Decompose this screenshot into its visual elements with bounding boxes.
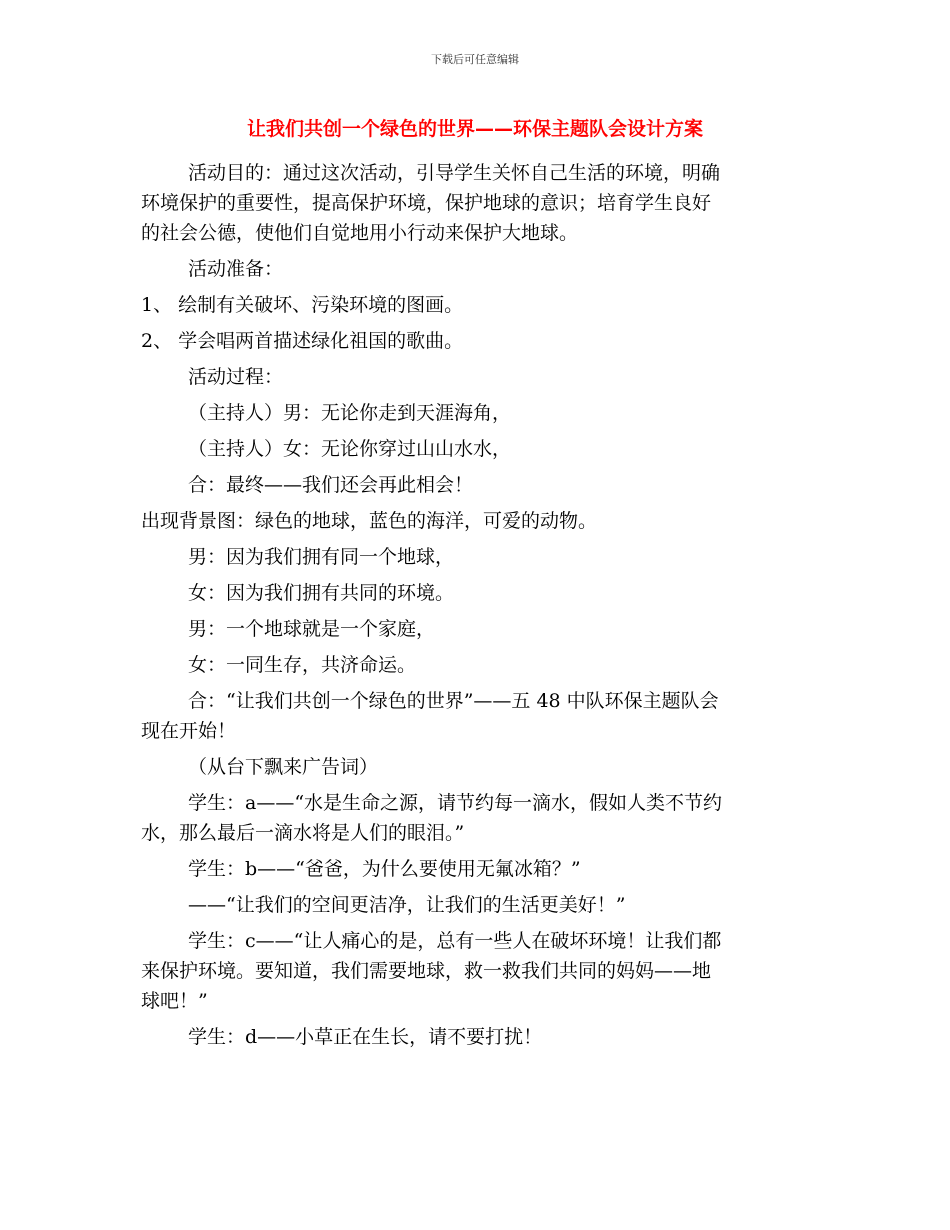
- text-line: 合：“让我们共创一个绿色的世界”——五 48 中队环保主题队会: [188, 690, 719, 712]
- text-line: 来保护环境。要知道，我们需要地球，救一救我们共同的妈妈——地: [141, 960, 712, 982]
- paragraph-preparation-item-1: 1、 绘制有关破坏、污染环境的图画。: [141, 294, 464, 316]
- text-line: 现在开始！: [141, 720, 237, 742]
- paragraph-host-female: （主持人）女：无论你穿过山山水水，: [188, 438, 512, 460]
- text-line: 学生：a——“水是生命之源，请节约每一滴水，假如人类不节约: [188, 792, 723, 814]
- paragraph-purpose: [141, 158, 807, 248]
- text-line: 球吧！”: [141, 990, 208, 1012]
- paragraph-student-b: 学生：b——“爸爸，为什么要使用无氟冰箱？”: [188, 858, 581, 880]
- text-line: 水，那么最后一滴水将是人们的眼泪。”: [141, 822, 465, 844]
- paragraph-host-male: （主持人）男：无论你走到天涯海角，: [188, 402, 512, 424]
- paragraph-female-2: 女：一同生存，共济命运。: [188, 654, 417, 676]
- paragraph-process-heading: 活动过程：: [188, 366, 284, 388]
- paragraph-opening: [141, 686, 807, 746]
- paragraph-slogan-intro: （从台下飘来广告词）: [188, 756, 379, 778]
- document-body: [141, 158, 807, 1058]
- page-header: 下载后可任意编辑: [431, 53, 519, 66]
- text-line: 环境保护的重要性，提高保护环境，保护地球的意识；培育学生良好: [141, 192, 712, 214]
- paragraph-student-d: 学生：d——小草正在生长，请不要打扰！: [188, 1026, 543, 1048]
- text-line: 活动目的：通过这次活动，引导学生关怀自己生活的环境，明确: [188, 162, 721, 184]
- paragraph-male-1: 男：因为我们拥有同一个地球，: [188, 546, 455, 568]
- paragraph-student-a: [141, 788, 807, 848]
- document-title: 让我们共创一个绿色的世界——环保主题队会设计方案: [246, 118, 703, 140]
- paragraph-female-1: 女：因为我们拥有共同的环境。: [188, 582, 455, 604]
- paragraph-student-c: [141, 926, 807, 1016]
- text-line: 的社会公德，使他们自觉地用小行动来保护大地球。: [141, 222, 579, 244]
- paragraph-student-b-reply: ——“让我们的空间更洁净，让我们的生活更美好！”: [188, 894, 626, 916]
- paragraph-preparation-item-2: 2、 学会唱两首描述绿化祖国的歌曲。: [141, 330, 464, 352]
- text-line: 学生：c——“让人痛心的是，总有一些人在破坏环境！让我们都: [188, 930, 722, 952]
- paragraph-together: 合：最终——我们还会再此相会！: [188, 474, 474, 496]
- paragraph-preparation-heading: 活动准备：: [188, 258, 284, 280]
- paragraph-background: 出现背景图：绿色的地球，蓝色的海洋，可爱的动物。: [141, 510, 598, 532]
- paragraph-male-2: 男：一个地球就是一个家庭，: [188, 618, 436, 640]
